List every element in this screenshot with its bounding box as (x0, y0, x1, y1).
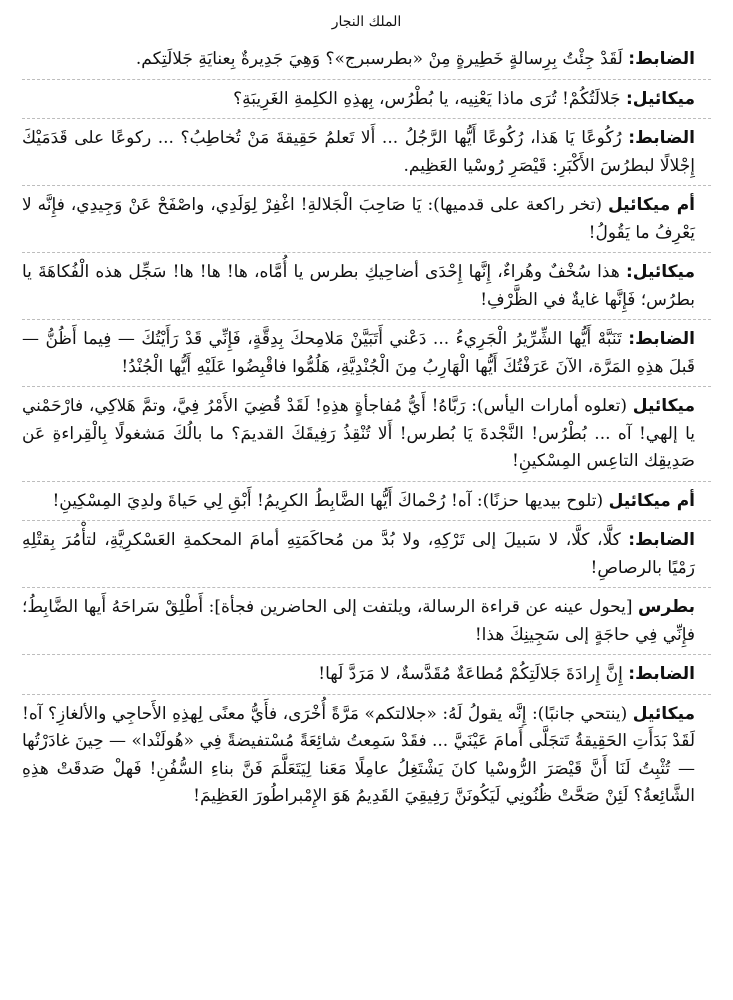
dialogue-paragraph (22, 527, 711, 588)
dialogue-paragraph (22, 701, 711, 817)
speech-text: يَا صَاحِبَ الْجَلالةِ! اغْفِرْ لِوَلَدِي، واصْفَحْ عَنْ وَجِيدِي، فإِنَّه لا يَعْرِفُ ما يَقُولُ! (22, 195, 695, 243)
dialogue-paragraph (22, 192, 711, 253)
speaker-name: ميكائيل: (625, 88, 695, 109)
speaker-name: ميكائيل (632, 703, 696, 724)
speech-text: لَقَدْ جِئْتُ بِرِسالةٍ خَطِيرةٍ مِنْ «بطرسبرج»؟ وَهِيَ جَدِيرةٌ بِعنايَةِ جَلالَتِكم. (135, 49, 623, 69)
speaker-name: بطرس (638, 597, 696, 617)
speech-text: تَنَبَّهْ أَيُّها الشِّرِّيرُ الْجَرِيءُ ... دَعْني أَتَبَيَّنْ مَلامِحكَ بِدِقَّةٍ، فَإِنِّي قَدْ رَأَيْتُكَ — فِيما أَظُنُّ — قَبلَ هذِهِ المَرَّة، الآنَ عَرَفْتُكَ أَيُّها الْهَارِبُ مِنَ الْجُنْدِيَّةِ، هَلُمُّوا فاقْبِضُوا عَلَيْهِ أَيُّها الْجُنْدُ! (22, 329, 695, 377)
dialogue-paragraph (22, 393, 711, 482)
speech-text: رَبَّاهُ! أَيُّ مُفاجأةٍ هذِهِ! لَقَدْ قُضِيَ الأَمْرُ فِيَّ، وتمَّ هَلاكِي، فارْحَمْني يا إلهي! آه ... بُطْرُس! النَّجْدةَ يَا بُطرس! أَلا تُنْقِذُ رَفِيقَكَ القديمَ؟ ما بالُكَ مَشغولًا بِالْقِراءةِ عَن صَدِيقِك التاعِس المِسْكينِ! (22, 396, 695, 471)
book-page (22, 0, 711, 1000)
dialogue-paragraph (22, 326, 711, 387)
stage-direction: (تلوح بيديها حزنًا): (476, 490, 604, 511)
speech-text: إِنَّه يقولُ لَهُ: «جلالتكم» مَرَّةً أُخْرَى، فأَيُّ معنًى لِهذِهِ الأَحاجِي والألغازِ؟ آه! لَقَدْ بَدَأَتِ الحَقِيقةُ تَتجَلَّى أَمامَ عَيْنَيَّ ... فقَدْ سَمِعتُ شائِعَةً مُسْتفيضةً فِي «هُولَنْدا» — حِينَ غادَرْتُها — تُثْبِتُ لَنَا أَنَّ قَيْصَرَ الرُّوسْيا كانَ يَشْتَغِلُ عامِلًا مَعَنا لِيَتَعَلَّمَ فَنَّ بناءِ السُّفُنِ! فَهلْ صَدقَتْ هذِهِ الشَّائِعةُ؟ لَئِنْ صَحَّتْ ظُنُونِي لَيَكُونَنَّ رَفِيقِيَ القَدِيمُ هَوَ الإِمْبراطُورَ العَظِيمَ! (22, 703, 695, 806)
stage-direction: (ينتحي جانبًا): (531, 703, 628, 724)
speech-text: رُكُوعًا يَا هَذا، رُكُوعًا أَيُّها الرَّجُلُ ... أَلا تَعلمُ حَقِيقةَ مَنْ تُخاطِبُ؟ ... ركوعًا على قَدَمَيْكَ إِجْلالًا لبطرُسَ الأَكْبَرِ: قَيْصَرِ رُوسْيا العَظِيم. (22, 128, 695, 176)
dialogue-body (22, 46, 711, 817)
dialogue-paragraph (22, 488, 711, 522)
speaker-name: أم ميكائيل (608, 490, 695, 511)
speech-text: أَطْلِقْ سَراحَهُ أَيها الضَّابِطُ؛ فإِنِّي فِي حاجَةٍ إلى سَجِينِكَ هذا! (22, 597, 695, 645)
stage-direction: (تخر راكعة على قدميها): (427, 195, 603, 215)
dialogue-paragraph (22, 86, 711, 120)
running-title: الملك النجار (331, 14, 402, 30)
speech-text: كلَّا، كلَّا، لا سَبيلَ إلى تَرْكِهِ، ولا بُدَّ من مُحاكَمَتِهِ أمامَ المحكمةِ العَسْكرِيَّةِ، لتأْمُرَ بِقتْلِهِ رَمْيًا بالرصاصِ! (22, 530, 695, 578)
dialogue-paragraph (22, 46, 711, 80)
dialogue-paragraph (22, 594, 711, 655)
speech-text: إِنَّ إِرادَةَ جَلالَتِكُمْ مُطاعَةٌ مُقَدَّسةٌ، لا مَرَدَّ لَها! (318, 664, 623, 684)
dialogue-paragraph (22, 661, 711, 695)
speech-text: آه! رُحْماكَ أَيُّها الضَّابِطُ الكرِيمُ! أَبْقِ لِي حَياةَ ولدِيَ المِسْكِينِ! (52, 490, 472, 511)
speaker-name: الضابط: (628, 49, 695, 69)
speaker-name: الضابط: (628, 664, 695, 684)
stage-direction: [يحول عينه عن قراءة الرسالة، ويلتفت إلى الحاضرين فجأة]: (208, 597, 633, 617)
speaker-name: أم ميكائيل (608, 195, 696, 215)
speaker-name: الضابط: (628, 128, 695, 148)
speaker-name: الضابط: (628, 530, 695, 550)
stage-direction: (تعلوه أمارات اليأس): (471, 396, 627, 416)
dialogue-paragraph (22, 259, 711, 320)
speech-text: جَلالَتُكُمْ! تُرَى ماذا يَعْنِيه، يا بُطْرُس، بِهذِهِ الكلِمةِ الغَرِيبَةِ؟ (233, 88, 621, 109)
speech-text: هذا سُخْفٌ وهُراءٌ، إِنَّها إِحْدَى أضاحِيكِ بطرس يا أُمَّاه، ها! ها! ها! سَجِّل هذه الْفُكاهَةَ يا بطرُس؛ فَإِنَّها غايةٌ في الظَّرْفِ! (22, 262, 695, 310)
speaker-name: ميكائيل (632, 396, 695, 416)
dialogue-paragraph (22, 125, 711, 186)
speaker-name: ميكائيل: (625, 262, 696, 282)
speaker-name: الضابط: (628, 329, 695, 349)
